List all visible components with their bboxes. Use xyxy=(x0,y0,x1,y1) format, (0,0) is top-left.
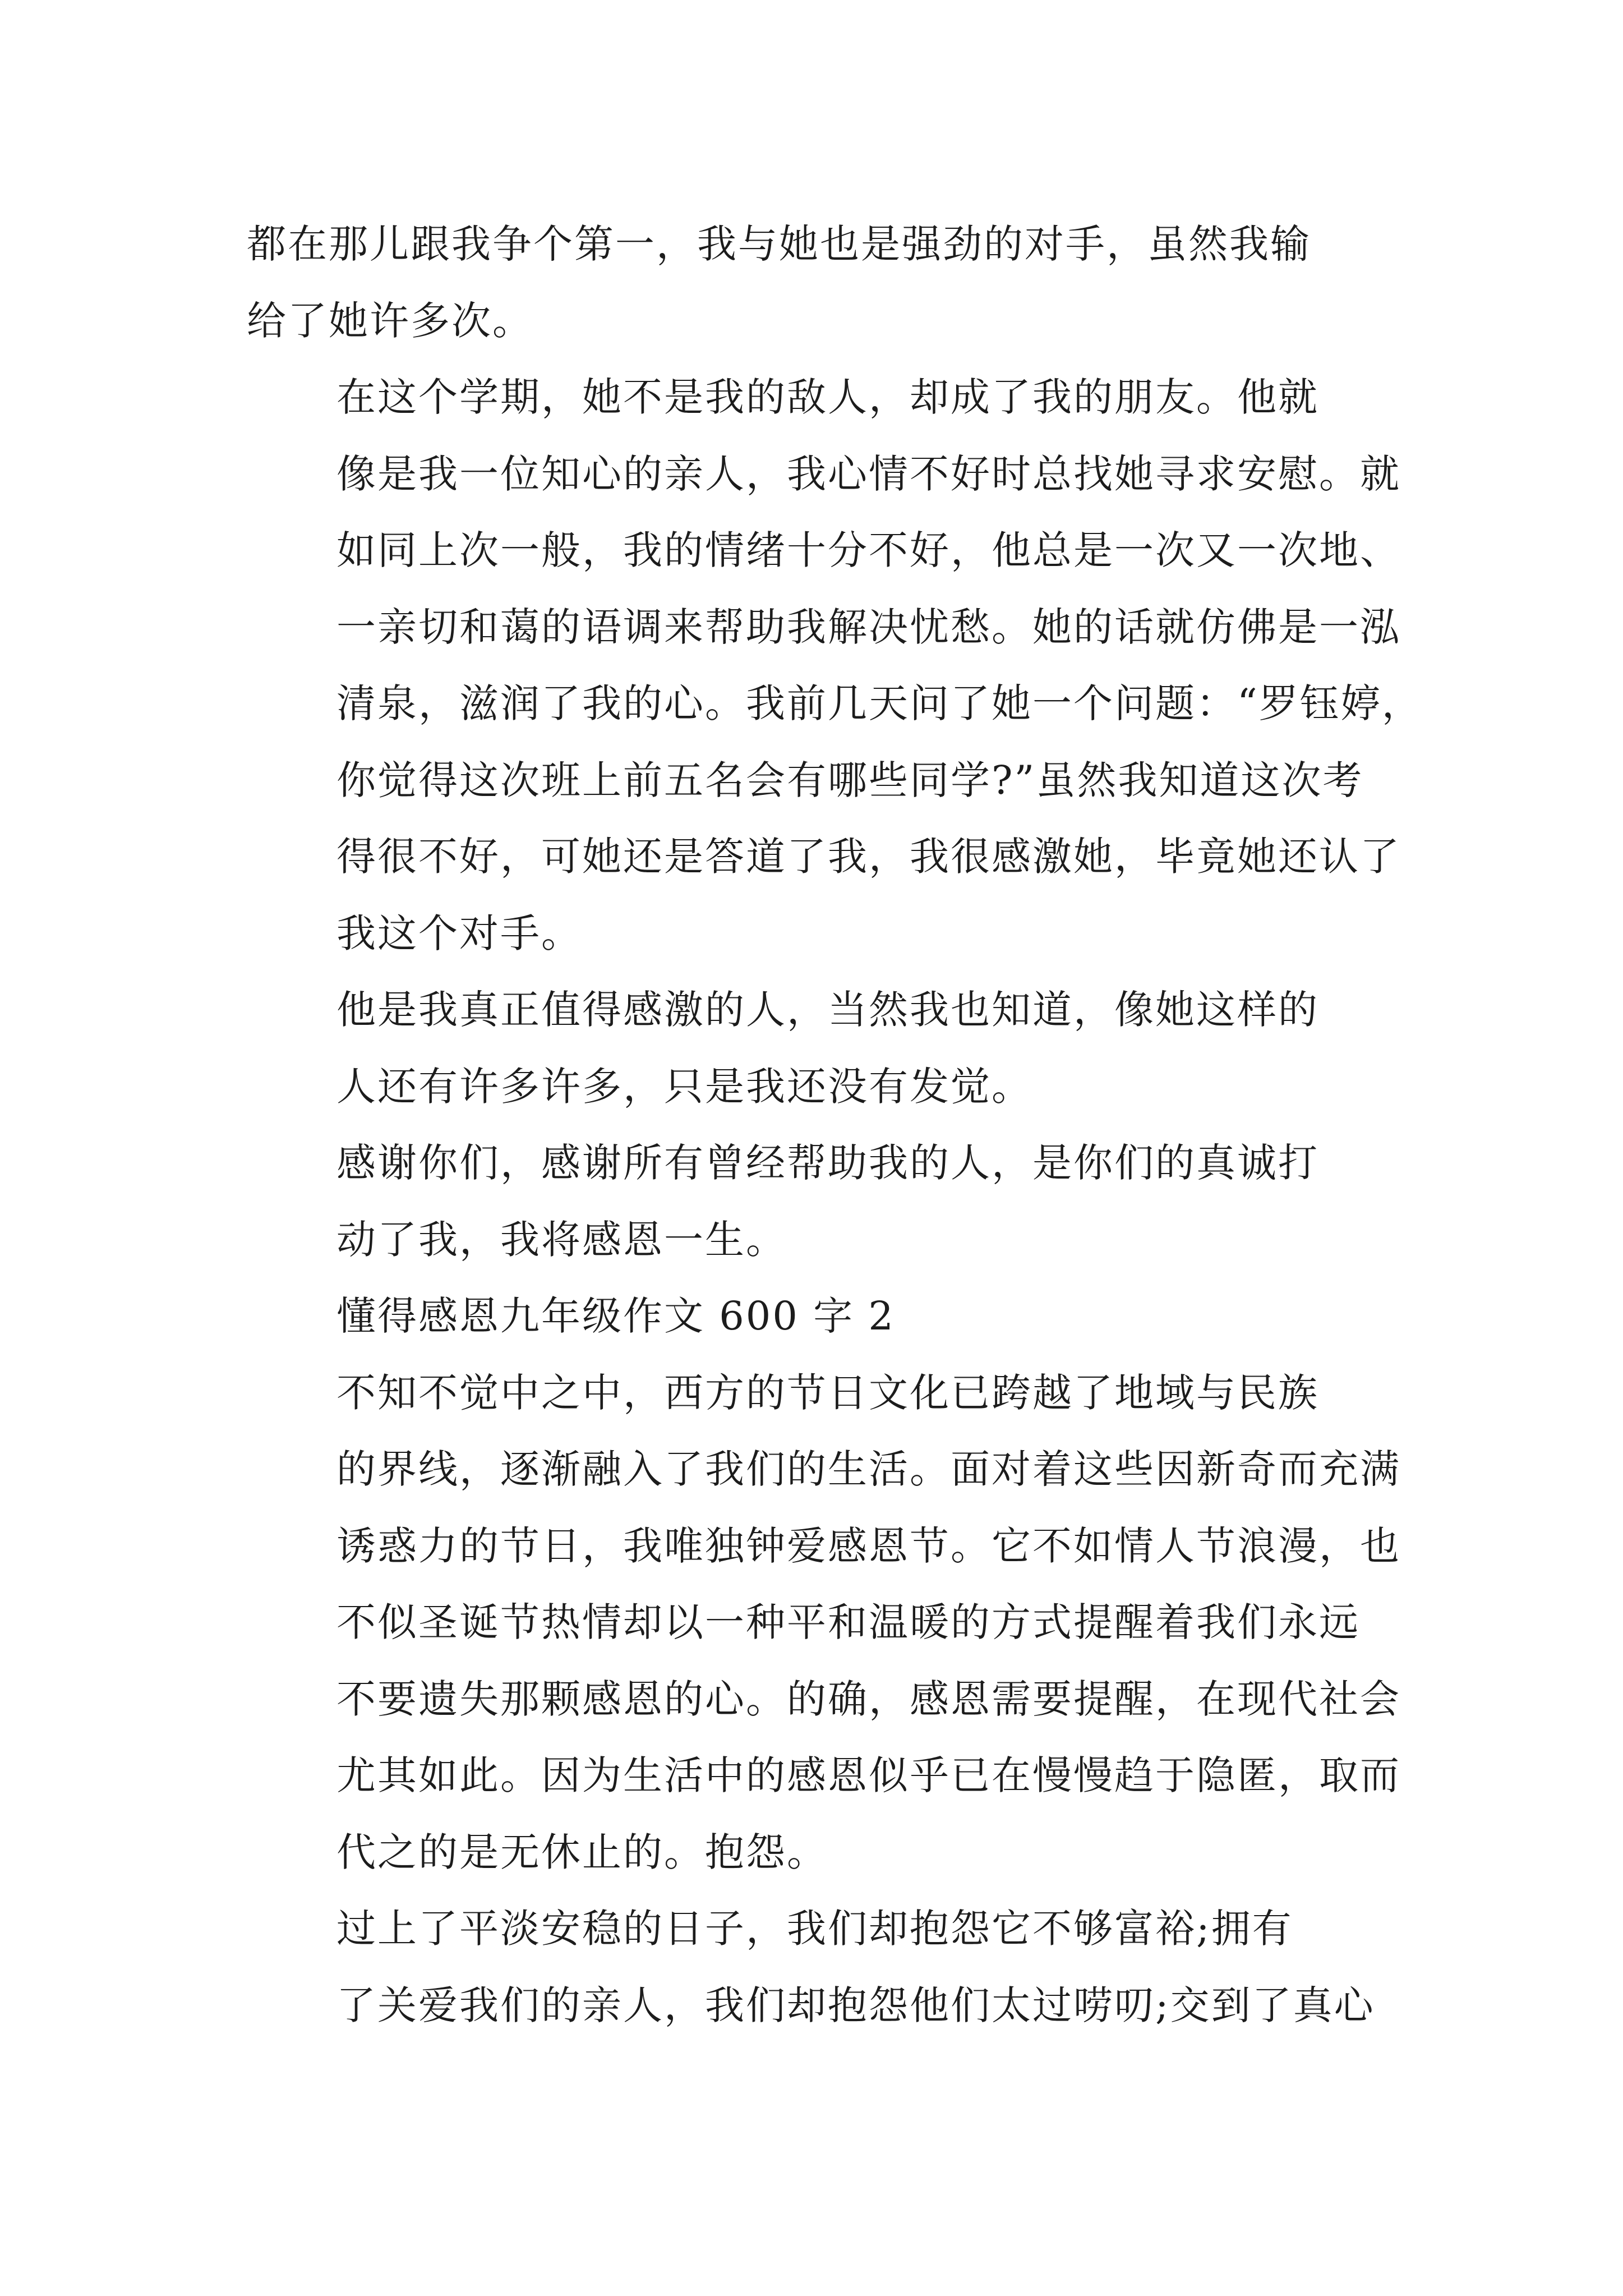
section-heading xyxy=(247,1278,1385,1355)
text-line: 给了她许多次。 xyxy=(247,297,533,344)
text-line: 得很不好，可她还是答道了我，我很感激她，毕竟她还认了 xyxy=(336,834,1401,880)
text-line: 我这个对手。 xyxy=(336,910,582,956)
text-line: 过上了平淡安稳的日子，我们却抱怨它不够富裕;拥有 xyxy=(336,1906,1293,1952)
text-line: 在这个学期，她不是我的敌人，却成了我的朋友。他就 xyxy=(336,374,1319,420)
text-line: 不要遗失那颗感恩的心。的确，感恩需要提醒，在现代社会 xyxy=(336,1676,1401,1722)
text-line: 了关爱我们的亲人，我们却抱怨他们太过唠叨;交到了真心 xyxy=(336,1982,1375,2028)
text-line: 一亲切和蔼的语调来帮助我解决忧愁。她的话就仿佛是一泓 xyxy=(336,604,1401,650)
paragraph xyxy=(247,1355,1401,1891)
paragraph xyxy=(247,1890,1385,2044)
text-line: 不似圣诞节热情却以一种平和温暖的方式提醒着我们永远 xyxy=(336,1599,1360,1645)
document-body xyxy=(247,206,1423,2044)
text-line: 他是我真正值得感激的人，当然我也知道，像她这样的 xyxy=(336,987,1319,1033)
text-line: 清泉，滋润了我的心。我前几天问了她一个问题：“罗钰婷， xyxy=(336,680,1423,726)
text-line: 尤其如此。因为生活中的感恩似乎已在慢慢趋于隐匿，取而 xyxy=(336,1752,1401,1798)
text-line: 诱惑力的节日，我唯独钟爱感恩节。它不如情人节浪漫，也 xyxy=(336,1522,1401,1569)
text-line: 都在那儿跟我争个第一，我与她也是强劲的对手，虽然我输 xyxy=(247,221,1311,267)
paragraph xyxy=(247,1125,1385,1278)
paragraph xyxy=(247,359,1423,972)
text-line: 的界线，逐渐融入了我们的生活。面对着这些因新奇而充满 xyxy=(336,1446,1401,1492)
text-line: 人还有许多许多，只是我还没有发觉。 xyxy=(336,1063,1032,1110)
text-line: 动了我，我将感恩一生。 xyxy=(336,1216,787,1263)
heading-text: 懂得感恩九年级作文 600 字 2 xyxy=(336,1293,895,1339)
text-line: 不知不觉中之中，西方的节日文化已跨越了地域与民族 xyxy=(336,1369,1319,1416)
text-line: 感谢你们，感谢所有曾经帮助我的人，是你们的真诚打 xyxy=(336,1140,1319,1186)
paragraph xyxy=(247,206,1385,359)
text-line: 代之的是无休止的。抱怨。 xyxy=(336,1829,828,1875)
paragraph xyxy=(247,972,1385,1125)
text-line: 如同上次一般，我的情绪十分不好，他总是一次又一次地、 xyxy=(336,527,1401,573)
text-line: 你觉得这次班上前五名会有哪些同学?”虽然我知道这次考 xyxy=(336,757,1364,803)
text-line: 像是我一位知心的亲人，我心情不好时总找她寻求安慰。就 xyxy=(336,450,1401,497)
